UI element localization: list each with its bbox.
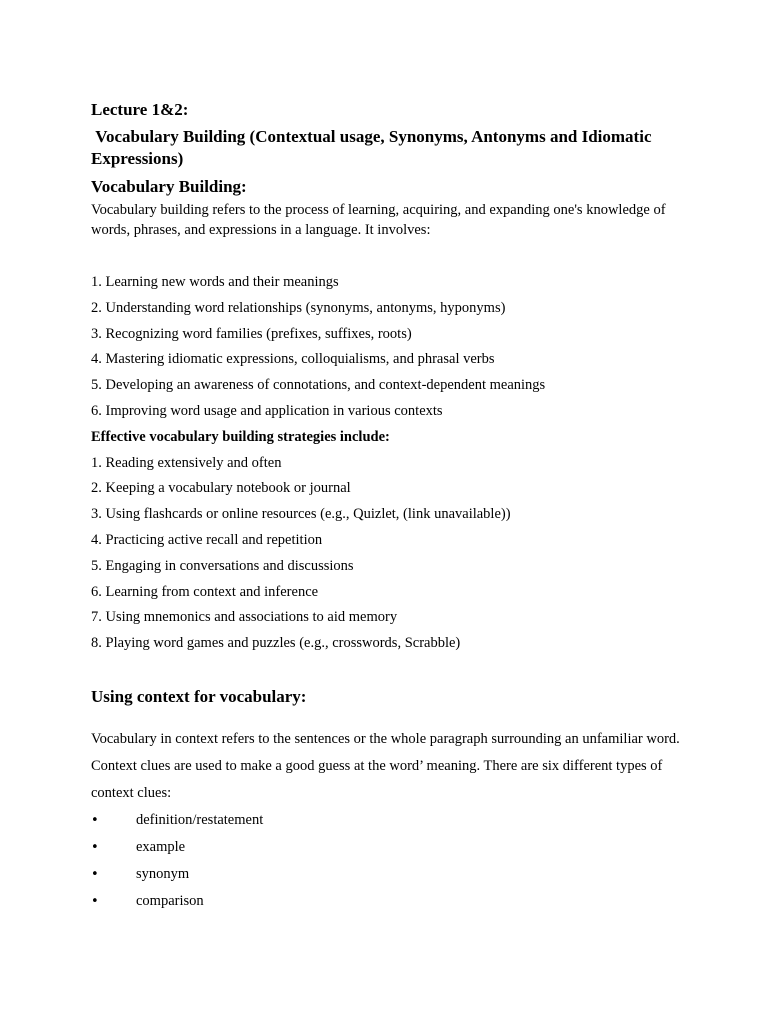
involves-list	[91, 270, 691, 425]
context-clues-list	[91, 807, 691, 915]
lecture-title: Lecture 1&2:	[91, 100, 189, 119]
intro-paragraph: Vocabulary building refers to the process of learning, acquiring, and expanding one's knowledge of words, phrases, and expressions in a language. It involves:	[91, 202, 666, 238]
list-item	[91, 834, 691, 861]
bullet-icon: •	[91, 812, 99, 828]
list-item: 8. Playing word games and puzzles (e.g., crosswords, Scrabble)	[91, 635, 461, 652]
list-item-label: comparison	[136, 892, 204, 909]
list-item: 3. Recognizing word families (prefixes, suffixes, roots)	[91, 325, 412, 342]
context-paragraph: Vocabulary in context refers to the sentences or the whole paragraph surrounding an unfamiliar word. Context clues are used to make a good guess at the word’ meaning. There are six different types of context clues:	[91, 730, 680, 801]
list-item: 3. Using flashcards or online resources (e.g., Quizlet, (link unavailable))	[91, 506, 511, 523]
document-page	[91, 98, 691, 915]
context-heading: Using context for vocabulary:	[91, 686, 307, 706]
bullet-icon: •	[91, 893, 99, 909]
list-item-label: example	[136, 838, 186, 855]
list-item-label: synonym	[136, 865, 190, 882]
list-item-label: definition/restatement	[136, 811, 264, 828]
bullet-icon: •	[91, 839, 99, 855]
list-item: 1. Reading extensively and often	[91, 454, 282, 471]
list-item: 4. Mastering idiomatic expressions, colloquialisms, and phrasal verbs	[91, 351, 495, 368]
list-item	[91, 888, 691, 915]
list-item: 6. Learning from context and inference	[91, 583, 319, 600]
list-item: 1. Learning new words and their meanings	[91, 274, 339, 290]
list-item: 2. Keeping a vocabulary notebook or journal	[91, 480, 351, 497]
strategies-heading: Effective vocabulary building strategies include:	[91, 428, 390, 445]
topic-title: Vocabulary Building (Contextual usage, Synonyms, Antonyms and Idiomatic Expressions)	[91, 127, 656, 168]
list-item: 4. Practicing active recall and repetition	[91, 531, 323, 548]
list-item: 6. Improving word usage and application in various contexts	[91, 402, 443, 419]
list-item: 5. Developing an awareness of connotations, and context-dependent meanings	[91, 377, 546, 394]
vocabulary-building-heading: Vocabulary Building:	[91, 177, 247, 196]
strategies-list	[91, 451, 691, 657]
list-item	[91, 807, 691, 834]
bullet-icon: •	[91, 866, 99, 882]
list-item: 7. Using mnemonics and associations to aid memory	[91, 609, 398, 626]
list-item: 2. Understanding word relationships (synonyms, antonyms, hyponyms)	[91, 299, 506, 316]
list-item	[91, 861, 691, 888]
list-item: 5. Engaging in conversations and discussions	[91, 557, 354, 574]
